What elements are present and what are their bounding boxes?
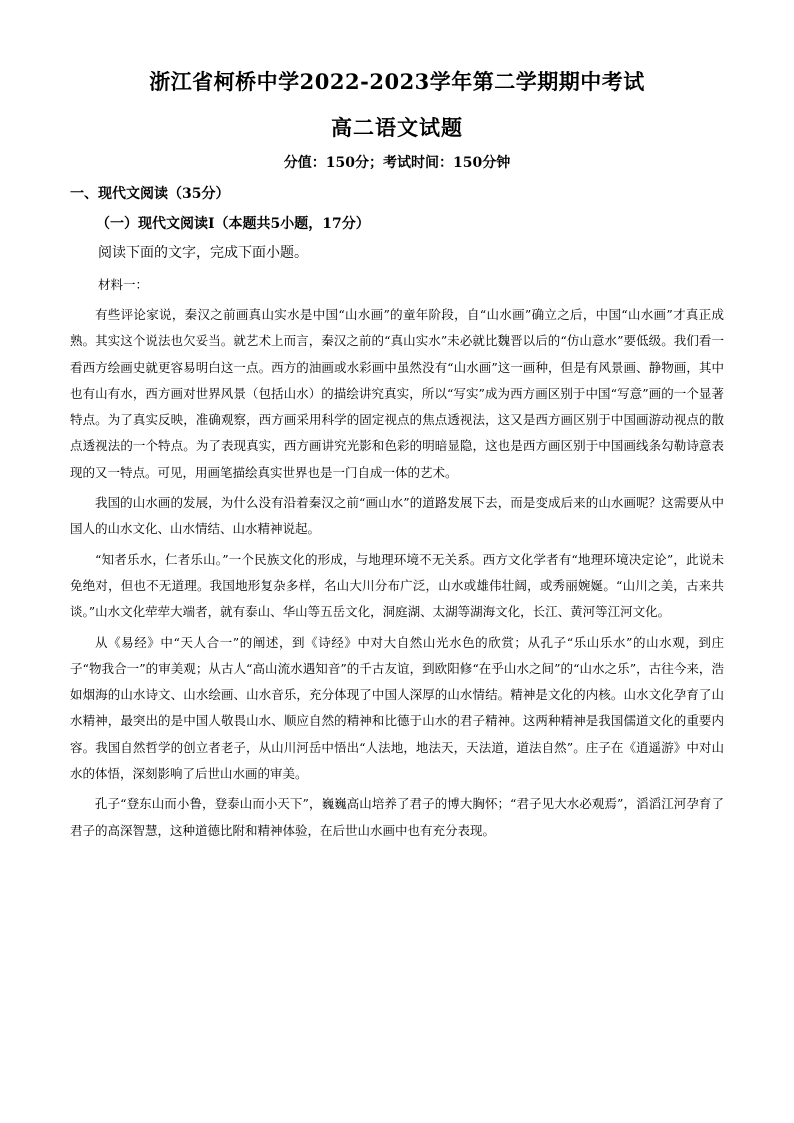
exam-subtitle: 高二语文试题 bbox=[331, 115, 463, 140]
section-heading: 一、现代文阅读（35分） bbox=[70, 186, 230, 202]
paragraph: 有些评论家说，秦汉之前画真山实水是中国“山水画”的童年阶段，自“山水画”确立之后，中国“山水画”才真正成熟。其实这个说法也欠妥当。就艺术上而言，秦汉之前的“真山实水”未必就比魏晋以后的“仿山意水”要低级。我们看一看西方绘画史就更容易明白这一点。西方的油画或水彩画中虽然没有“山水画”这一画种，但是有风景画、静物画，其中也有山有水，西方画对世界风景（包括山水）的描绘讲究真实，所以“写实”成为西方画区别于中国“写意”画的一个显著特点。为了真实反映，准确观察，西方画采用科学的固定视点的焦点透视法，这又是西方画区别于中国画游动视点的散点透视法的一个特点。为了表现真实，西方画讲究光影和色彩的明暗显隐，这也是西方画区别于中国画线条勾勒诗意表现的又一特点。可见，用画笔描绘真实世界也是一门自成一体的艺术。 bbox=[70, 307, 724, 480]
paragraph: 我国的山水画的发展，为什么没有沿着秦汉之前“画山水”的道路发展下去，而是变成后来的山水画呢？这需要从中国人的山水文化、山水情结、山水精神说起。 bbox=[70, 495, 724, 537]
score-info: 分值：150分；考试时间：150分钟 bbox=[283, 155, 511, 171]
section-subheading: （一）现代文阅读Ⅰ（本题共5小题，17分） bbox=[96, 216, 370, 232]
material-label: 材料一： bbox=[98, 277, 149, 292]
paragraph: “知者乐水，仁者乐山。”一个民族文化的形成，与地理环境不无关系。西方文化学者有“地理环境决定论”，此说未免绝对，但也不无道理。我国地形复杂多样，名山大川分布广泛，山水或雄伟壮阔，或秀丽婉娫。“山川之美，古来共谈。”山水文化荦荦大端者，就有泰山、华山等五岳文化，洞庭湖、太湖等湖海文化，长江、黄河等江河文化。 bbox=[70, 551, 724, 620]
paragraph: 孔子“登东山而小鲁，登泰山而小天下”，巍巍高山培养了君子的博大胸怀；“君子见大水必观焉”，滔滔江河孕育了君子的高深智慧，这种道德比附和精神体验，在后世山水画中也有充分表现。 bbox=[70, 796, 724, 838]
paragraph: 从《易经》中“天人合一”的阐述，到《诗经》中对大自然山光水色的欣赏；从孔子“乐山乐水”的山水观，到庄子“物我合一”的审美观；从古人“高山流水遇知音”的千古友谊，到欧阳修“在乎山水之间”的“山水之乐”，古往今来，浩如烟海的山水诗文、山水绘画、山水音乐，充分体现了中国人深厚的山水情结。精神是文化的内核。山水文化孕育了山水精神，最突出的是中国人敬畏山水、顺应自然的精神和比德于山水的君子精神。这两种精神是我国儒道文化的重要内容。我国自然哲学的创立者老子，从山川河岳中悟出“人法地，地法天，天法道，道法自然”。庄子在《逍遥游》中对山水的体悟，深刻影响了后世山水画的审美。 bbox=[70, 634, 724, 782]
passage-body bbox=[70, 302, 724, 848]
instruction-text: 阅读下面的文字，完成下面小题。 bbox=[98, 245, 308, 261]
exam-title: 浙江省柯桥中学2022-2023学年第二学期期中考试 bbox=[149, 69, 645, 94]
